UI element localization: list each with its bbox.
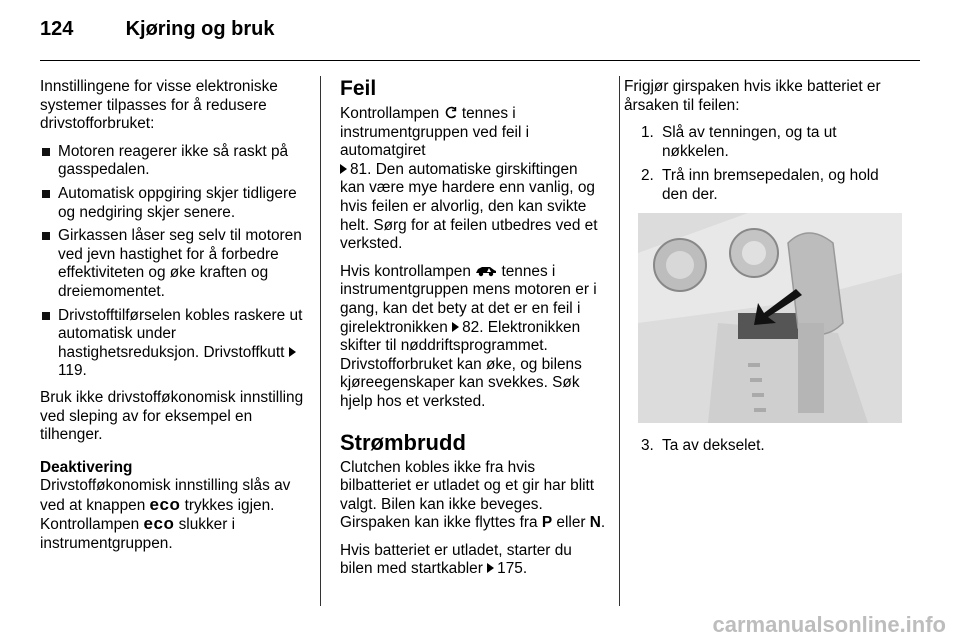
- reference-link[interactable]: 81.: [350, 160, 372, 178]
- deact-text: slukker i instrumentgruppen.: [40, 516, 236, 553]
- step-text: Trå inn bremsepedalen, og hold den der.: [662, 167, 879, 203]
- section-heading-feil: Feil: [340, 77, 377, 100]
- gear-position-p: P: [541, 514, 553, 532]
- text: tennes i instrumentgruppen ved feil i automatgiret: [340, 105, 530, 160]
- list-item: Girkassen låser seg selv til motoren ved jevn hastighet for å forbedre effektiviteten og øke kraften og dreiemomentet.: [40, 227, 306, 301]
- bullet4-text: Drivstofftilførselen kobles raskere ut automatisk under hastighetsreduksjon. Drivstoffkutt: [58, 306, 303, 361]
- steps-list: [624, 124, 906, 204]
- paragraph: [340, 542, 606, 579]
- gear-lever-illustration: [638, 213, 902, 423]
- steps-list: [624, 437, 906, 456]
- text: Hvis batteriet er utladet, starter du bilen med startkabler: [340, 541, 572, 578]
- reference-arrow-icon: [340, 164, 347, 174]
- text: Den automatiske girskiftingen kan være mye hardere enn vanlig, og hvis feilen er alvorlig, den kan svikte helt. Sørg for at feilen utbedres ved et verksted.: [340, 160, 598, 253]
- list-item: [624, 167, 906, 204]
- step-number: 2.: [641, 167, 654, 185]
- intro-paragraph: Frigjør girspaken hvis ikke batteriet er årsaken til feilen:: [624, 78, 881, 114]
- reference-arrow-icon: [487, 563, 494, 573]
- paragraph: [340, 263, 606, 412]
- watermark: carmanualsonline.info: [712, 612, 946, 637]
- gear-warning-icon: [444, 106, 458, 119]
- text: eller: [556, 514, 586, 532]
- towing-paragraph: Bruk ikke drivstofføkonomisk innstilling ved sleping av for eksempel en tilhenger.: [40, 388, 304, 444]
- column-divider: [619, 76, 620, 606]
- deact-text: trykkes igjen. Kontrollampen: [40, 496, 275, 534]
- intro-paragraph: Innstillingene for visse elektroniske systemer tilpasses for å redusere drivstofforbruket:: [40, 78, 278, 133]
- column-divider: [320, 76, 321, 606]
- column-1: [40, 78, 306, 563]
- bullet-list: [40, 143, 306, 381]
- deactivation-paragraph: [40, 477, 306, 553]
- step-number: 3.: [641, 436, 654, 454]
- reference-arrow-icon: [452, 322, 459, 332]
- step-number: 1.: [641, 124, 654, 142]
- page-header: [40, 18, 274, 41]
- reference-arrow-icon: [289, 347, 296, 357]
- text: Clutchen kobles ikke fra hvis bilbatteriet er utladet og et gir har blitt valgt. Bilen kan ikke beveges. Girspaken kan ikke flyttes fra: [340, 458, 595, 532]
- step-text: Slå av tenningen, og ta ut nøkkelen.: [662, 124, 837, 160]
- paragraph: [340, 459, 606, 533]
- eco-lamp-icon: eco: [143, 514, 175, 534]
- page-title: Kjøring og bruk: [125, 18, 275, 40]
- column-2: [340, 78, 606, 588]
- gear-position-n: N: [589, 514, 601, 532]
- text: Hvis kontrollampen: [340, 262, 471, 280]
- header-rule: [40, 60, 920, 61]
- column-3: [624, 78, 906, 463]
- page-number: 124: [40, 18, 74, 40]
- reference-link[interactable]: 82.: [462, 318, 484, 336]
- list-item: Automatisk oppgiring skjer tidligere og nedgiring skjer senere.: [40, 185, 306, 222]
- list-item: [40, 307, 306, 381]
- paragraph: [340, 105, 606, 254]
- car-warning-icon: [475, 265, 497, 277]
- text: .: [600, 514, 606, 532]
- list-item: Motoren reagerer ikke så raskt på gasspedalen.: [40, 143, 306, 180]
- step-text: Ta av dekselet.: [662, 436, 765, 454]
- text: Kontrollampen: [340, 105, 440, 122]
- deact-text: Drivstofføkonomisk innstilling slås av ved at knappen: [40, 477, 291, 514]
- list-item: [624, 437, 906, 456]
- text: Elektronikken skifter til nøddriftsprogrammet. Drivstofforbruket kan øke, og bilens kjøreegenskaper kan svekkes. Søk hjelp hos et verksted.: [340, 318, 582, 410]
- reference-link[interactable]: 175.: [497, 560, 528, 578]
- text: tennes i instrumentgruppen mens motoren er i gang, kan det bety at det er en feil i girelektronikken: [340, 262, 597, 336]
- reference-link[interactable]: 119.: [58, 362, 87, 380]
- eco-button-icon: eco: [149, 494, 181, 514]
- section-heading-strombrudd: Strømbrudd: [340, 429, 466, 455]
- list-item: [624, 124, 906, 161]
- deactivation-heading: Deaktivering: [40, 458, 133, 476]
